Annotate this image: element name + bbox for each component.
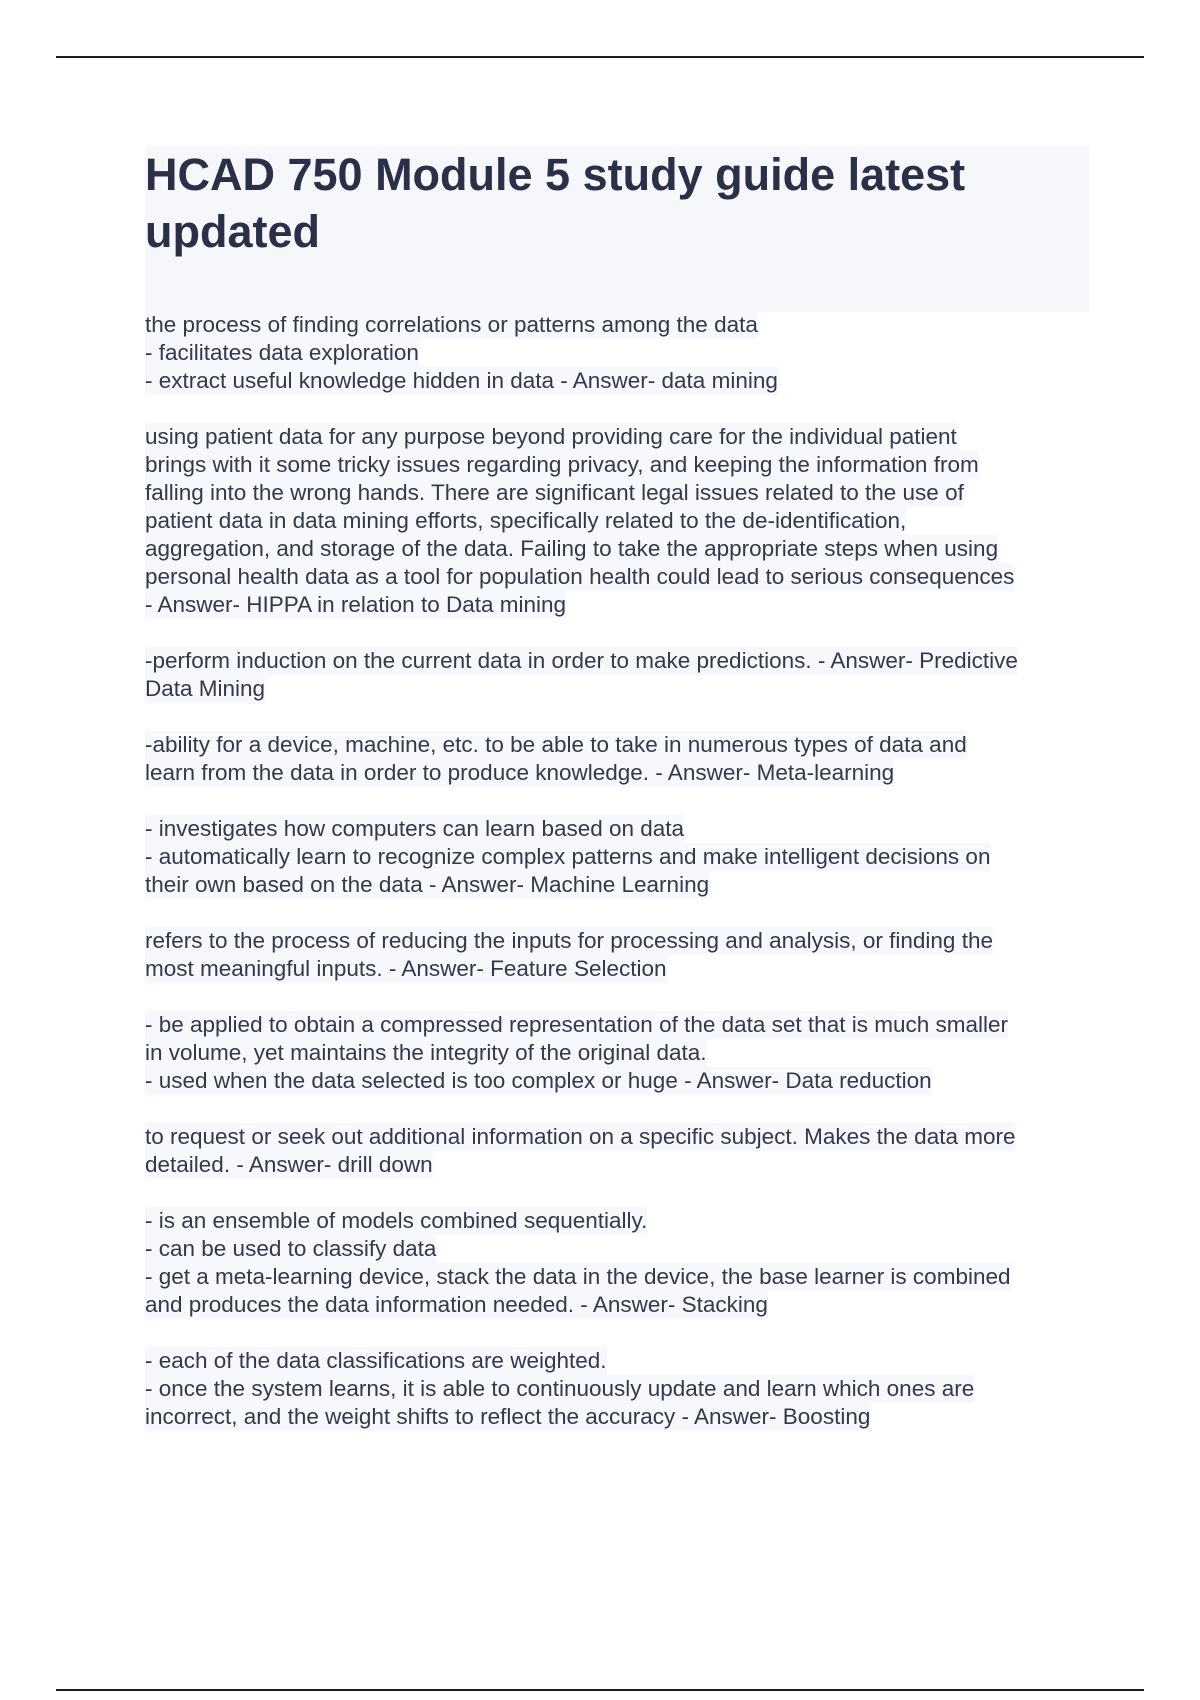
- study-entry: [145, 1123, 1089, 1179]
- study-entry: [145, 927, 1089, 983]
- entry-text-line: - be applied to obtain a compressed representation of the data set that is much smaller: [145, 1012, 1008, 1037]
- entry-text-line: -ability for a device, machine, etc. to be able to take in numerous types of data and: [145, 732, 967, 757]
- top-divider: [56, 56, 1144, 58]
- entry-text-line: using patient data for any purpose beyond providing care for the individual patient: [145, 424, 957, 449]
- entry-text-line: brings with it some tricky issues regarding privacy, and keeping the information from: [145, 452, 979, 477]
- document-title: HCAD 750 Module 5 study guide latest updated: [145, 149, 966, 257]
- entry-text-line: the process of finding correlations or patterns among the data: [145, 312, 758, 337]
- study-entry: [145, 1207, 1089, 1319]
- entry-text-line: - get a meta-learning device, stack the data in the device, the base learner is combined: [145, 1264, 1011, 1289]
- entry-text-line: - investigates how computers can learn based on data: [145, 816, 685, 841]
- entry-text-line: - each of the data classifications are weighted.: [145, 1348, 607, 1373]
- study-entry: [145, 731, 1089, 787]
- entry-text-line: in volume, yet maintains the integrity of the original data.: [145, 1040, 707, 1065]
- entry-text-line: incorrect, and the weight shifts to reflect the accuracy - Answer- Boosting: [145, 1404, 871, 1429]
- entry-text-line: - extract useful knowledge hidden in data - Answer- data mining: [145, 368, 778, 393]
- entry-text-line: - can be used to classify data: [145, 1236, 437, 1261]
- study-entry: [145, 647, 1089, 703]
- entry-text-line: and produces the data information needed. - Answer- Stacking: [145, 1292, 768, 1317]
- entry-text-line: - used when the data selected is too complex or huge - Answer- Data reduction: [145, 1068, 932, 1093]
- study-entry: [145, 311, 1089, 395]
- entry-text-line: aggregation, and storage of the data. Failing to take the appropriate steps when using: [145, 536, 999, 561]
- entry-text-line: - once the system learns, it is able to continuously update and learn which ones are: [145, 1376, 975, 1401]
- entry-text-line: learn from the data in order to produce knowledge. - Answer- Meta-learning: [145, 760, 895, 785]
- entry-text-line: - Answer- HIPPA in relation to Data mining: [145, 592, 567, 617]
- study-entry: [145, 815, 1089, 899]
- entry-text-line: falling into the wrong hands. There are significant legal issues related to the use of: [145, 480, 964, 505]
- entry-text-line: - is an ensemble of models combined sequentially.: [145, 1208, 648, 1233]
- title-block: [145, 146, 1089, 312]
- entry-text-line: personal health data as a tool for population health could lead to serious consequences: [145, 564, 1015, 589]
- bottom-divider: [56, 1689, 1144, 1691]
- entry-text-line: refers to the process of reducing the inputs for processing and analysis, or finding the: [145, 928, 993, 953]
- study-guide-content: [145, 311, 1089, 1459]
- entry-text-line: - automatically learn to recognize complex patterns and make intelligent decisions on: [145, 844, 991, 869]
- study-entry: [145, 1011, 1089, 1095]
- entry-text-line: most meaningful inputs. - Answer- Feature Selection: [145, 956, 667, 981]
- study-entry: [145, 423, 1089, 619]
- entry-text-line: patient data in data mining efforts, specifically related to the de-identification,: [145, 508, 907, 533]
- entry-text-line: detailed. - Answer- drill down: [145, 1152, 433, 1177]
- study-entry: [145, 1347, 1089, 1431]
- entry-text-line: - facilitates data exploration: [145, 340, 419, 365]
- entry-text-line: Data Mining: [145, 676, 266, 701]
- entry-text-line: their own based on the data - Answer- Machine Learning: [145, 872, 710, 897]
- entry-text-line: -perform induction on the current data in order to make predictions. - Answer- Predictive: [145, 648, 1018, 673]
- entry-text-line: to request or seek out additional information on a specific subject. Makes the data more: [145, 1124, 1016, 1149]
